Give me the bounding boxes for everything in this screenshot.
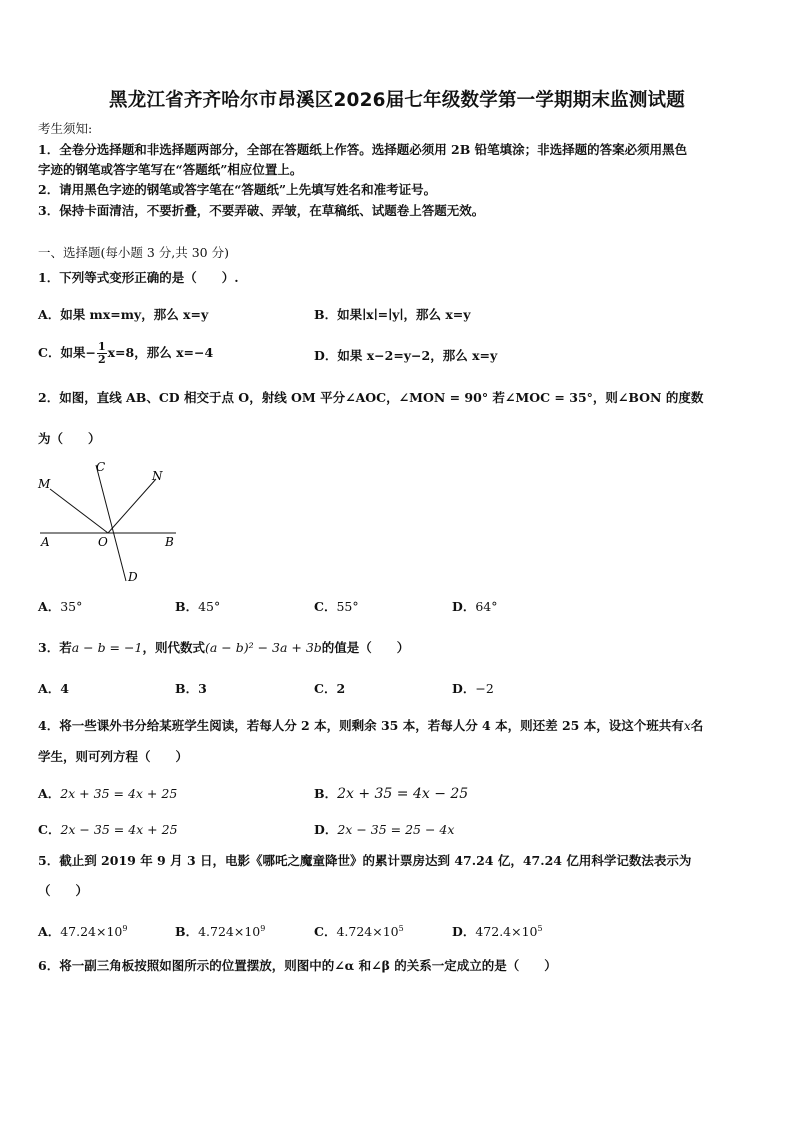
q1-stem: 1．下列等式变形正确的是（ ）. <box>38 270 239 285</box>
q5-option-d <box>452 921 543 940</box>
q3-option-d <box>452 681 494 697</box>
option-label: D． <box>452 924 476 940</box>
option-label: D． <box>452 599 476 614</box>
notice-item-1-cont: 字迹的钢笔或答字笔写在“答题纸”相应位置上。 <box>38 162 303 177</box>
q1-option-d: D．如果 x−2=y−2，那么 x=y <box>314 348 498 363</box>
option-value: 4.724×10 <box>198 924 261 940</box>
label-m: M <box>38 477 51 491</box>
option-label: B． <box>175 924 199 940</box>
ray-om <box>50 489 108 533</box>
option-label: D． <box>314 822 338 837</box>
q4-variable: x <box>683 718 691 733</box>
q3-condition: a − b = −1 <box>71 640 143 655</box>
q1-option-a: A．如果 mx=my，那么 x=y <box>38 307 209 322</box>
option-exponent: 9 <box>260 924 266 933</box>
q2-option-b <box>175 599 220 615</box>
section-heading: 一、选择题(每小题 3 分,共 30 分) <box>38 245 229 260</box>
label-o: O <box>98 535 108 549</box>
option-label: C． <box>38 822 61 837</box>
option-value: 35° <box>60 599 83 614</box>
option-exponent: 5 <box>537 924 543 933</box>
q4-stem-text: 4．将一些课外书分给某班学生阅读，若每人分 2 本，则剩余 35 本，若每人分 4 本，则还差 25 本，设这个班共有 <box>38 718 684 733</box>
q5-option-b <box>175 921 265 940</box>
q3-stem-suffix: 的值是（ ） <box>321 640 410 655</box>
option-exponent: 9 <box>122 924 128 933</box>
q5-stem-cont: （ ） <box>38 883 89 898</box>
q2-stem-cont: 为（ ） <box>38 431 101 446</box>
notice-item-1: 1．全卷分选择题和非选择题两部分，全部在答题纸上作答。选择题必须用 2B 铅笔填涂；非选择题的答案必须用黑色 <box>38 142 688 157</box>
q5-option-c <box>314 921 404 940</box>
q3-stem-prefix: 3．若 <box>38 640 72 655</box>
label-a: A <box>41 535 50 549</box>
q5-option-a <box>38 921 127 940</box>
option-label: B． <box>175 599 199 614</box>
fraction-numerator: 1 <box>97 340 106 353</box>
q2-option-d <box>452 599 498 615</box>
q3-option-c: C．2 <box>314 681 346 696</box>
label-b: B <box>165 535 174 549</box>
q1-option-c-prefix: C．如果− <box>38 345 96 360</box>
q2-option-c <box>314 599 359 615</box>
option-value: 2x + 35 = 4x + 25 <box>60 786 178 801</box>
q3-option-a: A．4 <box>38 681 69 696</box>
q4-stem <box>38 718 703 734</box>
q1-option-c-suffix: x=8，那么 x=−4 <box>107 345 214 360</box>
q6-stem: 6．将一副三角板按照如图所示的位置摆放，则图中的∠α 和∠β 的关系一定成立的是（ ） <box>38 958 557 973</box>
q4-stem-cont: 学生，则可列方程（ ） <box>38 749 189 764</box>
option-label: A． <box>38 786 61 801</box>
option-label: A． <box>38 924 61 940</box>
option-value: 2x + 35 = 4x − 25 <box>337 786 469 802</box>
q3-option-b: B．3 <box>175 681 207 696</box>
option-value: 4.724×10 <box>336 924 399 940</box>
option-label: C． <box>314 599 337 614</box>
label-n: N <box>152 469 163 483</box>
q3-stem-middle: ，则代数式 <box>142 640 205 655</box>
q4-option-d <box>314 822 454 838</box>
q2-stem: 2．如图，直线 AB、CD 相交于点 O，射线 OM 平分∠AOC，∠MON = 90° 若∠MOC = 35°，则∠BON 的度数 <box>38 390 704 405</box>
q2-option-a <box>38 599 82 615</box>
label-d: D <box>128 570 138 584</box>
option-label: D． <box>452 681 476 696</box>
notice-item-3: 3．保持卡面清洁，不要折叠，不要弄破、弄皱，在草稿纸、试题卷上答题无效。 <box>38 203 485 218</box>
fraction <box>97 341 107 366</box>
q3-stem <box>38 640 409 656</box>
q1-option-c <box>38 341 213 366</box>
option-label: C． <box>314 924 337 940</box>
option-value: −2 <box>475 681 494 696</box>
option-value: 2x − 35 = 25 − 4x <box>337 822 455 837</box>
fraction-denominator: 2 <box>97 353 106 366</box>
label-c: C <box>96 460 106 474</box>
q3-expression: (a − b)² − 3a + 3b <box>204 640 322 655</box>
page-title: 黑龙江省齐齐哈尔市昂溪区2026届七年级数学第一学期期末监测试题 <box>109 90 685 111</box>
line-cd <box>96 465 126 581</box>
q2-figure <box>30 455 190 590</box>
q4-stem-end: 名 <box>690 718 704 733</box>
option-value: 472.4×10 <box>475 924 538 940</box>
option-label: A． <box>38 599 61 614</box>
q4-option-c <box>38 822 178 838</box>
option-exponent: 5 <box>398 924 404 933</box>
option-value: 2x − 35 = 4x + 25 <box>60 822 178 837</box>
option-value: 45° <box>198 599 221 614</box>
option-value: 64° <box>475 599 498 614</box>
q4-option-b <box>314 786 468 802</box>
q1-option-b: B．如果∣x∣=∣y∣，那么 x=y <box>314 307 471 322</box>
notice-heading: 考生须知: <box>38 121 93 136</box>
option-label: B． <box>314 786 338 801</box>
notice-item-2: 2．请用黑色字迹的钢笔或答字笔在“答题纸”上先填写姓名和准考证号。 <box>38 182 437 197</box>
option-value: 47.24×10 <box>60 924 123 940</box>
ray-on <box>108 479 156 533</box>
q4-option-a <box>38 786 177 802</box>
option-value: 55° <box>336 599 359 614</box>
q5-stem: 5．截止到 2019 年 9 月 3 日，电影《哪吒之魔童降世》的累计票房达到 47.24 亿，47.24 亿用科学记数法表示为 <box>38 853 692 868</box>
